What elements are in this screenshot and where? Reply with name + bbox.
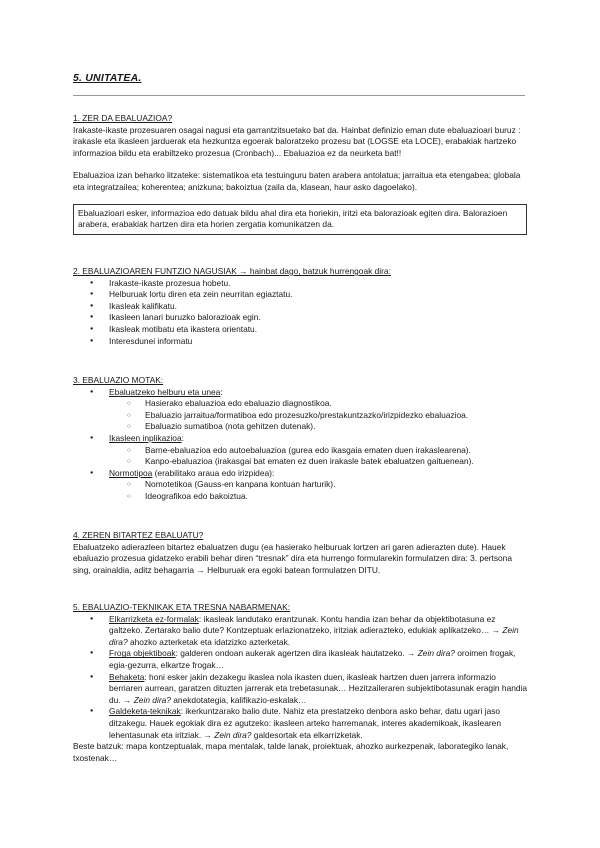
section-1-paragraph-2: Ebaluazioa izan beharko litzateke: sistematikoa eta testuinguru baten arabera antolatua; jarraitua eta etengabea; globala eta integratzailea; koherentea; anizkuna; bakoiztua (zaila da, klasean, haur asko dagoelako). xyxy=(73,170,521,192)
sub-list-item: ○ Kanpo-ebaluazioa (irakasgai bat ematen ez duen irakasle batek ebaluatzen gaituenean). xyxy=(109,456,528,468)
technique-desc: : ikasleak landutako erantzunak. Kontu handia izan behar da objektibotasuna ez galtzeko. Zertarako balio dute? Kontzeptuak erlazionatzeko, iritziak adierazteko, edukiak aplikatzeko… → xyxy=(109,613,501,636)
sub-list-item: ○ Nomotetikoa (Gauss-en kanpana kontuan harturik). xyxy=(109,479,528,491)
list-item xyxy=(73,648,528,671)
list-item xyxy=(73,706,528,741)
group-label: Ebaluatzeko helburu eta unea xyxy=(109,386,221,397)
list-item: ● Ikasleak motibatu eta ikastera orientatu. xyxy=(73,324,528,336)
technique-examples: ahozko azterketak eta idatzizko azterketak. xyxy=(129,636,291,647)
sub-list xyxy=(109,479,528,502)
sub-list-item: ○ Ideografikoa edo bakoiztua. xyxy=(109,491,528,503)
technique-desc: : ikerkuntzarako balio dute. Nahiz eta prestatzeko denbora asko behar, datu ugari jaso ditzakegu. Hauek egokiak dira ez agutzeko: ikasleen arteko harremanak, interes akademikoak, ikaslearen lehentasunak eta iritziak. → xyxy=(109,706,501,740)
technique-label: Froga objektiboak xyxy=(109,648,176,659)
list-item xyxy=(73,468,528,503)
list-item xyxy=(73,433,528,468)
section-5 xyxy=(73,602,528,764)
sub-list xyxy=(109,398,528,433)
sub-list-item: ○ Ebaluazio sumatiboa (nota gehitzen dutenak). xyxy=(109,421,528,433)
list-item: ● Interesdunei informatu xyxy=(73,336,528,348)
group-label: Normotipoa xyxy=(109,467,153,478)
sub-list-item: ○ Hasierako ebaluazioa edo ebaluazio diagnostikoa. xyxy=(109,398,528,410)
sub-list-item: ○ Ebaluazio jarraitua/formatiboa edo prozesuzko/prestakuntzazko/irizpidezko ebaluazioa. xyxy=(109,410,528,422)
section-3-list xyxy=(73,387,528,503)
section-2-list xyxy=(73,278,528,348)
group-label-tail: : xyxy=(220,386,223,397)
section-2 xyxy=(73,266,528,347)
section-1-paragraph-1: Irakaste-ikaste prozesuaren osagai nagusi eta garrantzitsuetako bat da. Hainbat definizio eman dute ebaluazioari buruz : irakasle eta ikasleen jarduerak eta hezkuntza egoerak baloratzeko prozesu bat (LOGSE eta LOCE), erabakiak hartzeko informazioa bildu eta erabiltzeko prozesua (Cronbach)... Ebaluazioa ez da neurketa bat!! xyxy=(73,124,521,158)
group-label: Ikasleen inplikazioa xyxy=(109,432,182,443)
section-5-heading: 5. EBALUAZIO-TEKNIKAK ETA TRESNA NABARMENAK: xyxy=(73,602,291,612)
section-2-heading-title: 2. EBALUAZIOAREN FUNTZIO NAGUSIAK xyxy=(73,266,237,276)
list-item: ● Helburuak lortu diren eta zein neurritan egiaztatu. xyxy=(73,289,528,301)
technique-desc: : galderen ondoan aukerak agertzen dira ikasleak hautatzeko. → xyxy=(175,648,416,659)
group-label-tail: (erabilitako araua edo irizpidea): xyxy=(152,467,275,478)
section-5-footer: Beste batzuk: mapa kontzeptualak, mapa mentalak, talde lanak, proiektuak, ahozko aurkezpenak, laborategiko lanak, txostenak… xyxy=(73,741,509,763)
technique-desc: : honi esker jakin dezakegu ikaslea nola ikasten duen, ikasleak hartzen duen jarrera informazio berriaren aurrean, garatzen dituzten jarrerak eta trebetasunak… Hezitzaileraren subjektibotasunak eragin handia du. → xyxy=(109,671,528,705)
group-label-tail: : xyxy=(181,432,184,443)
section-4-heading: 4. ZEREN BITARTEZ EBALUATU? xyxy=(73,530,204,540)
section-3 xyxy=(73,375,528,503)
technique-label: Behaketa xyxy=(109,671,145,682)
section-1-heading: 1. ZER DA EBALUAZIOA? xyxy=(73,113,173,123)
list-item: ● Ikasleak kalifikatu. xyxy=(73,301,528,313)
page-title: 5. UNITATEA. xyxy=(73,72,142,84)
list-item xyxy=(73,614,528,649)
technique-label: Elkarrizketa ez-formalak xyxy=(109,613,199,624)
section-5-list xyxy=(73,614,528,742)
list-item: ● Ikasleen lanari buruzko balorazioak egin. xyxy=(73,312,528,324)
sub-list-item: ○ Barne-ebaluazioa edo autoebaluazioa (gurea edo ikasgaia ematen duen irakaslearena). xyxy=(109,445,528,457)
section-4-paragraph: Ebaluatzeko adierazleen bitartez ebaluatzen dugu (ea hasierako helburuak lortzen ari garen adierazten dute). Hauek ebaluazio prozesua gidatzeko erabili behar diren “tresnak” dira eta hurrengo formularekin formulatzen dira: 3. pertsona sing, orainaldia, aditz behagarria → Helburuak era egoki batean formulatzen DITU. xyxy=(73,541,513,575)
technique-question: Zein dira? xyxy=(109,625,519,647)
section-1-summary-box xyxy=(73,204,527,235)
section-1 xyxy=(73,113,528,235)
section-4 xyxy=(73,530,528,576)
list-item xyxy=(73,672,528,707)
sub-list xyxy=(109,445,528,468)
technique-examples: anekdotategia, kalifikazio-eskalak… xyxy=(173,694,307,705)
list-item: ● Irakaste-ikaste prozesua hobetu. xyxy=(73,278,528,290)
technique-label: Galdeketa-teknikak xyxy=(109,706,181,717)
title-rule xyxy=(73,95,525,96)
technique-examples: oroimen frogak, egia-gezurra, elkartze frogak… xyxy=(109,648,516,670)
section-2-heading-tail: → hainbat dago, batzuk hurrengoak dira xyxy=(239,266,389,276)
list-item xyxy=(73,387,528,433)
technique-question: Zein dira? xyxy=(133,694,171,705)
technique-examples: galdesortak eta elkarrizketak. xyxy=(253,729,363,740)
section-2-heading-colon: : xyxy=(388,266,391,276)
technique-question: Zein dira? xyxy=(214,729,252,740)
summary-box-text: Ebaluazioari esker, informazioa edo datuak bildu ahal dira eta horiekin, iritzi eta balorazioak egiten dira. Balorazioen arabera, erabakiak hartzen dira eta horien zergatia komunikatzen da. xyxy=(78,207,508,230)
section-3-heading: 3. EBALUAZIO MOTAK: xyxy=(73,375,164,385)
section-2-heading xyxy=(73,266,528,278)
technique-question: Zein dira? xyxy=(417,648,455,659)
